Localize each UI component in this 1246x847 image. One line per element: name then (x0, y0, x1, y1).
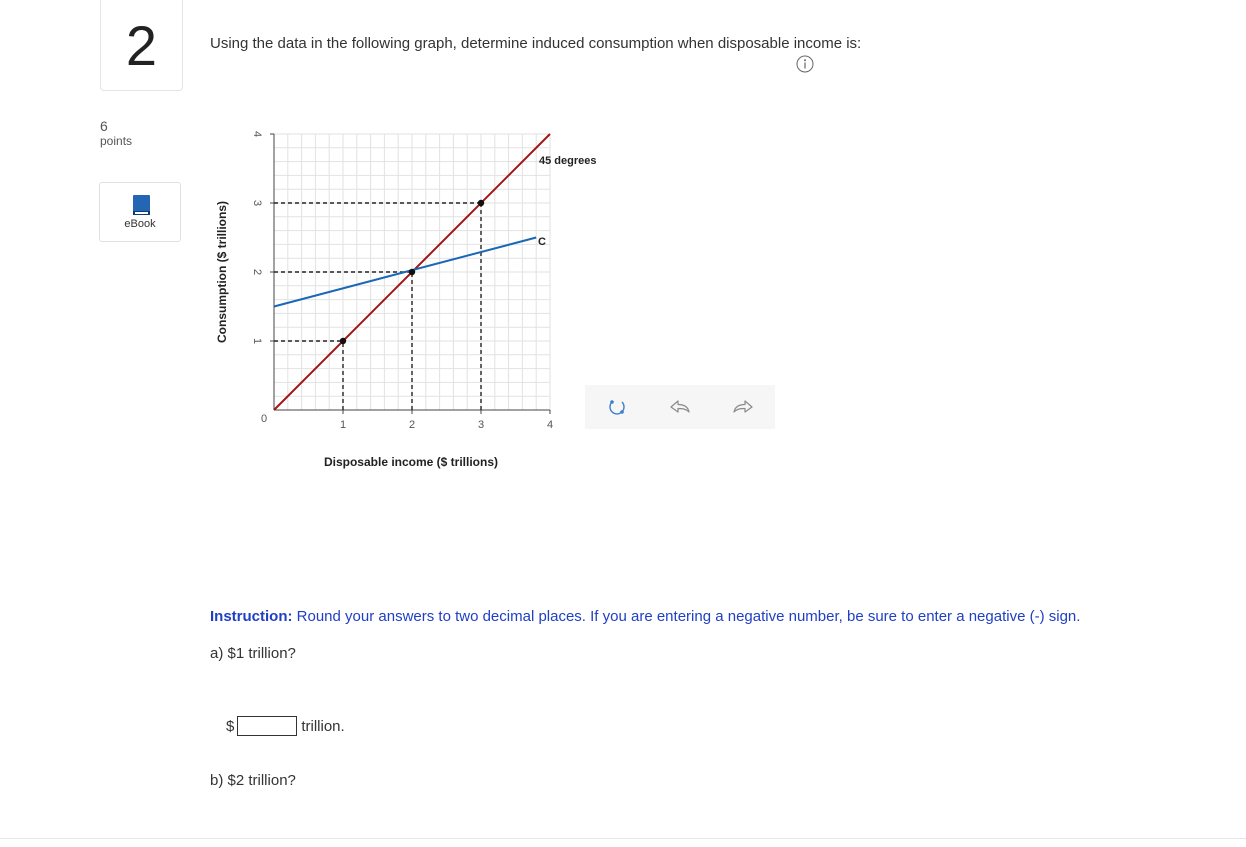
series-label-45-degrees: 45 degrees (539, 155, 597, 167)
origin-label: 0 (260, 413, 268, 425)
part-b-question: b) $2 trillion? (210, 772, 296, 789)
x-tick-label: 1 (339, 419, 347, 431)
info-icon[interactable] (796, 55, 814, 73)
y-tick-label: 2 (251, 268, 264, 276)
part-a-question: a) $1 trillion? (210, 645, 296, 662)
data-point (409, 269, 415, 275)
ebook-button[interactable] (99, 182, 181, 242)
y-tick-label: 1 (251, 337, 264, 345)
x-tick-label: 2 (408, 419, 416, 431)
reset-icon[interactable] (604, 394, 630, 420)
points-block (100, 118, 132, 148)
undo-icon[interactable] (667, 394, 693, 420)
y-tick-label: 3 (251, 199, 264, 207)
redo-icon[interactable] (730, 394, 756, 420)
series-label-c: C (538, 236, 546, 248)
unit-label: trillion. (301, 717, 345, 735)
currency-symbol: $ (226, 717, 235, 735)
points-value: 6 (100, 118, 108, 134)
question-prompt: Using the data in the following graph, determine induced consumption when disposable income is: (210, 35, 862, 52)
consumption-chart-svg (200, 120, 620, 480)
book-icon (133, 195, 150, 220)
data-point (478, 200, 484, 206)
points-label: points (100, 134, 133, 148)
data-point (340, 338, 346, 344)
y-tick-label: 4 (251, 130, 264, 138)
instruction-body: Round your answers to two decimal places. If you are entering a negative number, be sure to enter a negative (-) sign. (292, 608, 1081, 625)
ebook-label: eBook (124, 218, 156, 230)
x-tick-label: 4 (546, 419, 554, 431)
bottom-divider (0, 838, 1246, 839)
x-tick-label: 3 (477, 419, 485, 431)
question-number: 2 (100, 0, 183, 91)
part-a-answer-input[interactable] (237, 716, 297, 736)
consumption-graph (200, 120, 620, 485)
x-axis-label: Disposable income ($ trillions) (323, 455, 499, 469)
instruction-text (210, 608, 1080, 625)
graph-toolbar (585, 385, 775, 429)
y-axis-label: Consumption ($ trillions) (215, 201, 229, 343)
instruction-label: Instruction: (210, 608, 293, 625)
part-a-answer-row (226, 716, 345, 736)
